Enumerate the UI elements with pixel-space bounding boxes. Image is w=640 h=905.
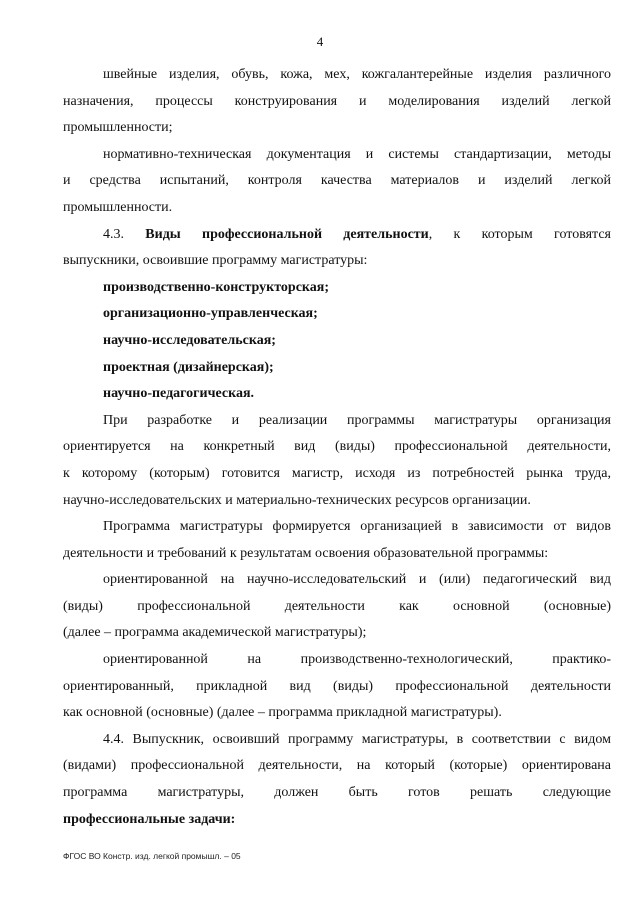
document-body	[63, 62, 611, 833]
text-line: к которому (которым) готовится магистр, исходя из потребностей рынка труда,	[63, 465, 611, 481]
text-line: ориентируется на конкретный вид (виды) профессиональной деятельности,	[63, 439, 611, 455]
text-line-bold: профессиональные задачи:	[63, 811, 236, 827]
text-line: При разработке и реализации программы магистратуры организация	[103, 412, 611, 428]
activity-type-item: организационно-управленческая;	[103, 306, 318, 322]
text-line: назначения, процессы конструирования и моделирования изделий легкой	[63, 93, 611, 109]
activity-type-item: научно-исследовательская;	[103, 332, 276, 348]
text-line: (видами) профессиональной деятельности, на который (которые) ориентирована	[63, 758, 611, 774]
section-4-3-heading	[63, 222, 611, 249]
activity-type-item: проектная (дизайнерская);	[103, 359, 274, 375]
text-line: (далее – программа академической магистратуры);	[63, 625, 367, 641]
text-line: ориентированной на научно-исследовательский и (или) педагогический вид	[103, 572, 611, 588]
text-line: как основной (основные) (далее – программа прикладной магистратуры).	[63, 705, 502, 721]
activity-type-item: производственно-конструкторская;	[103, 279, 330, 295]
text-line: ориентированной на производственно-технологический, практико-	[103, 652, 611, 668]
text-line: швейные изделия, обувь, кожа, мех, кожгалантерейные изделия различного	[103, 67, 611, 82]
document-footer: ФГОС ВО Констр. изд. легкой промышл. – 05	[63, 851, 241, 861]
text-line: нормативно-техническая документация и системы стандартизации, методы	[103, 146, 611, 162]
text-line: промышленности.	[63, 199, 173, 215]
text-line: (виды) профессиональной деятельности как основной (основные)	[63, 598, 611, 614]
text-line: программа магистратуры, должен быть готов решать следующие	[63, 785, 611, 801]
text-line: и средства испытаний, контроля качества материалов и изделий легкой	[63, 173, 611, 189]
section-title-rest: , к которым готовятся	[428, 226, 611, 242]
text-line: Программа магистратуры формируется организацией в зависимости от видов	[103, 519, 611, 535]
text-line: деятельности и требований к результатам освоения образовательной программы:	[63, 545, 549, 561]
text-line: ориентированный, прикладной вид (виды) профессиональной деятельности	[63, 678, 611, 694]
section-title-bold: Виды профессиональной деятельности	[145, 226, 429, 242]
text-line: промышленности;	[63, 120, 173, 136]
text-line: 4.4. Выпускник, освоивший программу магистратуры, в соответствии с видом	[103, 731, 611, 747]
text-line: выпускники, освоившие программу магистратуры:	[63, 253, 368, 269]
text-line: научно-исследовательских и материально-технических ресурсов организации.	[63, 492, 531, 508]
page-number: 4	[316, 34, 324, 49]
section-number: 4.3.	[103, 226, 124, 242]
activity-type-item: научно-педагогическая.	[103, 386, 255, 402]
